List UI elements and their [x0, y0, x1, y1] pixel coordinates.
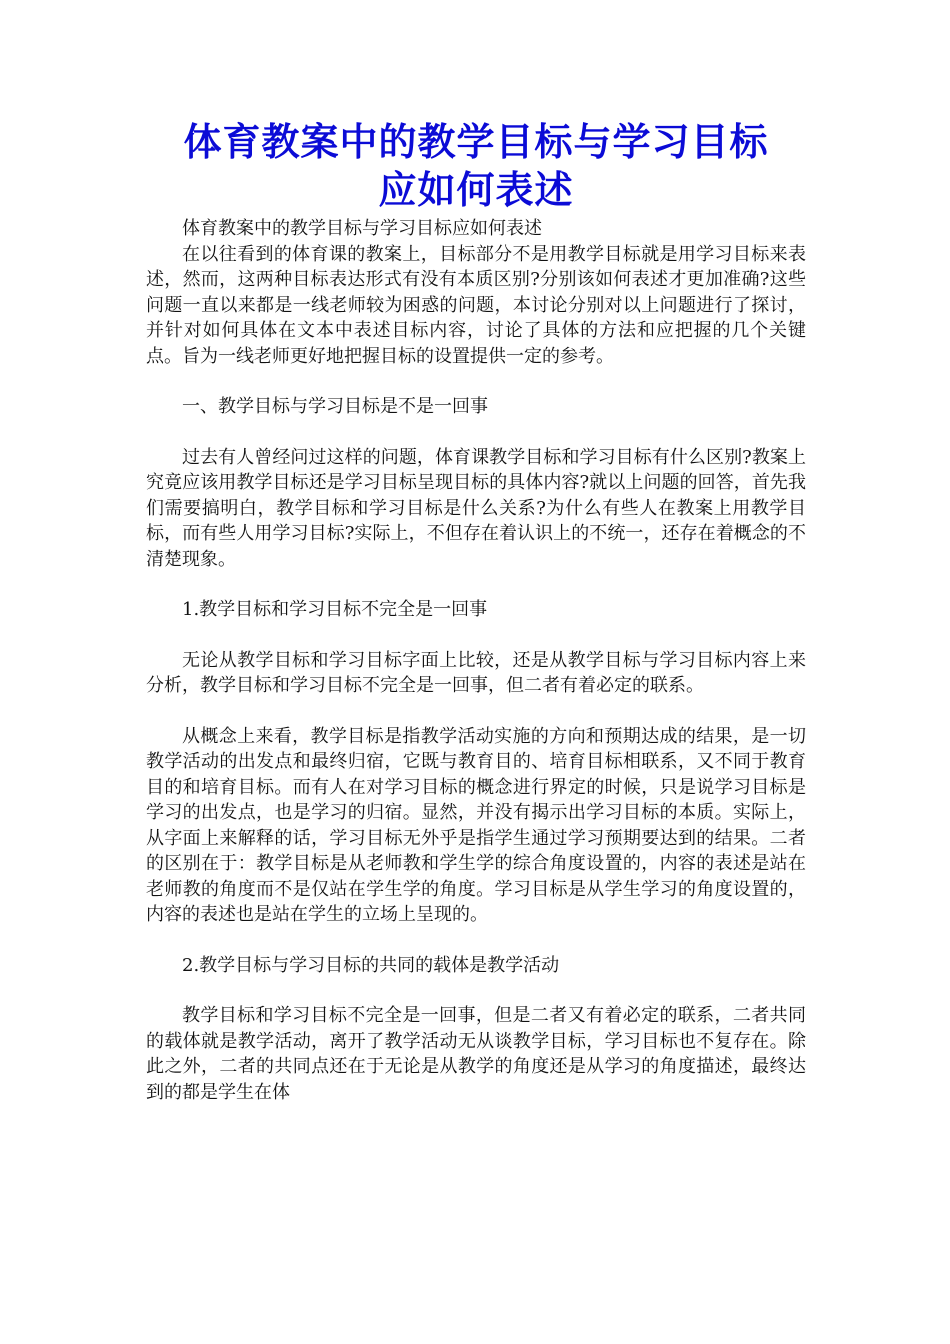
subsection-2-heading: 2.教学目标与学习目标的共同的载体是教学活动 [182, 954, 560, 976]
title-line-2: 应如何表述 [378, 168, 574, 212]
intro-paragraph: 在以往看到的体育课的教案上，目标部分不是用教学目标就是用学习目标来表述，然而，这两种目标表达形式有没有本质区别?分别该如何表述才更加准确?这些问题一直以来都是一线老师较为困惑的问题，本讨论分别对以上问题进行了探讨，并针对如何具体在文本中表述目标内容，讨论了具体的方法和应把握的几个关键点。旨为一线老师更好地把握目标的设置提供一定的参考。 [146, 243, 806, 367]
document-title [146, 118, 806, 214]
section-1-paragraph: 过去有人曾经问过这样的问题，体育课教学目标和学习目标有什么区别?教案上究竟应该用教学目标还是学习目标呈现目标的具体内容?就以上问题的回答，首先我们需要搞明白，教学目标和学习目标是什么关系?为什么有些人在教案上用教学目标，而有些人用学习目标?实际上，不但存在着认识上的不统一，还存在着概念的不清楚现象。 [146, 446, 806, 570]
subsection-1-paragraph-2: 从概念上来看，教学目标是指教学活动实施的方向和预期达成的结果，是一切教学活动的出发点和最终归宿，它既与教育目的、培育目标相联系，又不同于教育目的和培育目标。而有人在对学习目标的概念进行界定的时候，只是说学习目标是学习的出发点，也是学习的归宿。显然，并没有揭示出学习目标的本质。实际上，从字面上来解释的话，学习目标无外乎是指学生通过学习预期要达到的结果。二者的区别在于：教学目标是从老师教和学生学的综合角度设置的，内容的表述是站在老师教的角度而不是仅站在学生学的角度。学习目标是从学生学习的角度设置的，内容的表述也是站在学生的立场上呈现的。 [146, 725, 806, 925]
subsection-1-heading: 1.教学目标和学习目标不完全是一回事 [182, 599, 488, 620]
section-1-heading: 一、教学目标与学习目标是不是一回事 [182, 396, 488, 417]
title-line-1: 体育教案中的教学目标与学习目标 [183, 120, 769, 164]
subsection-1-paragraph-1: 无论从教学目标和学习目标字面上比较，还是从教学目标与学习目标内容上来分析，教学目标和学习目标不完全是一回事，但二者有着必定的联系。 [146, 649, 806, 696]
subsection-2-paragraph: 教学目标和学习目标不完全是一回事，但是二者又有着必定的联系，二者共同的载体就是教学活动，离开了教学活动无从谈教学目标，学习目标也不复存在。除此之外，二者的共同点还在于无论是从教学的角度还是从学习的角度描述，最终达到的都是学生在体 [146, 1005, 806, 1103]
document-subtitle: 体育教案中的教学目标与学习目标应如何表述 [182, 218, 542, 239]
document-body [146, 216, 806, 1105]
document-page [146, 118, 806, 1105]
